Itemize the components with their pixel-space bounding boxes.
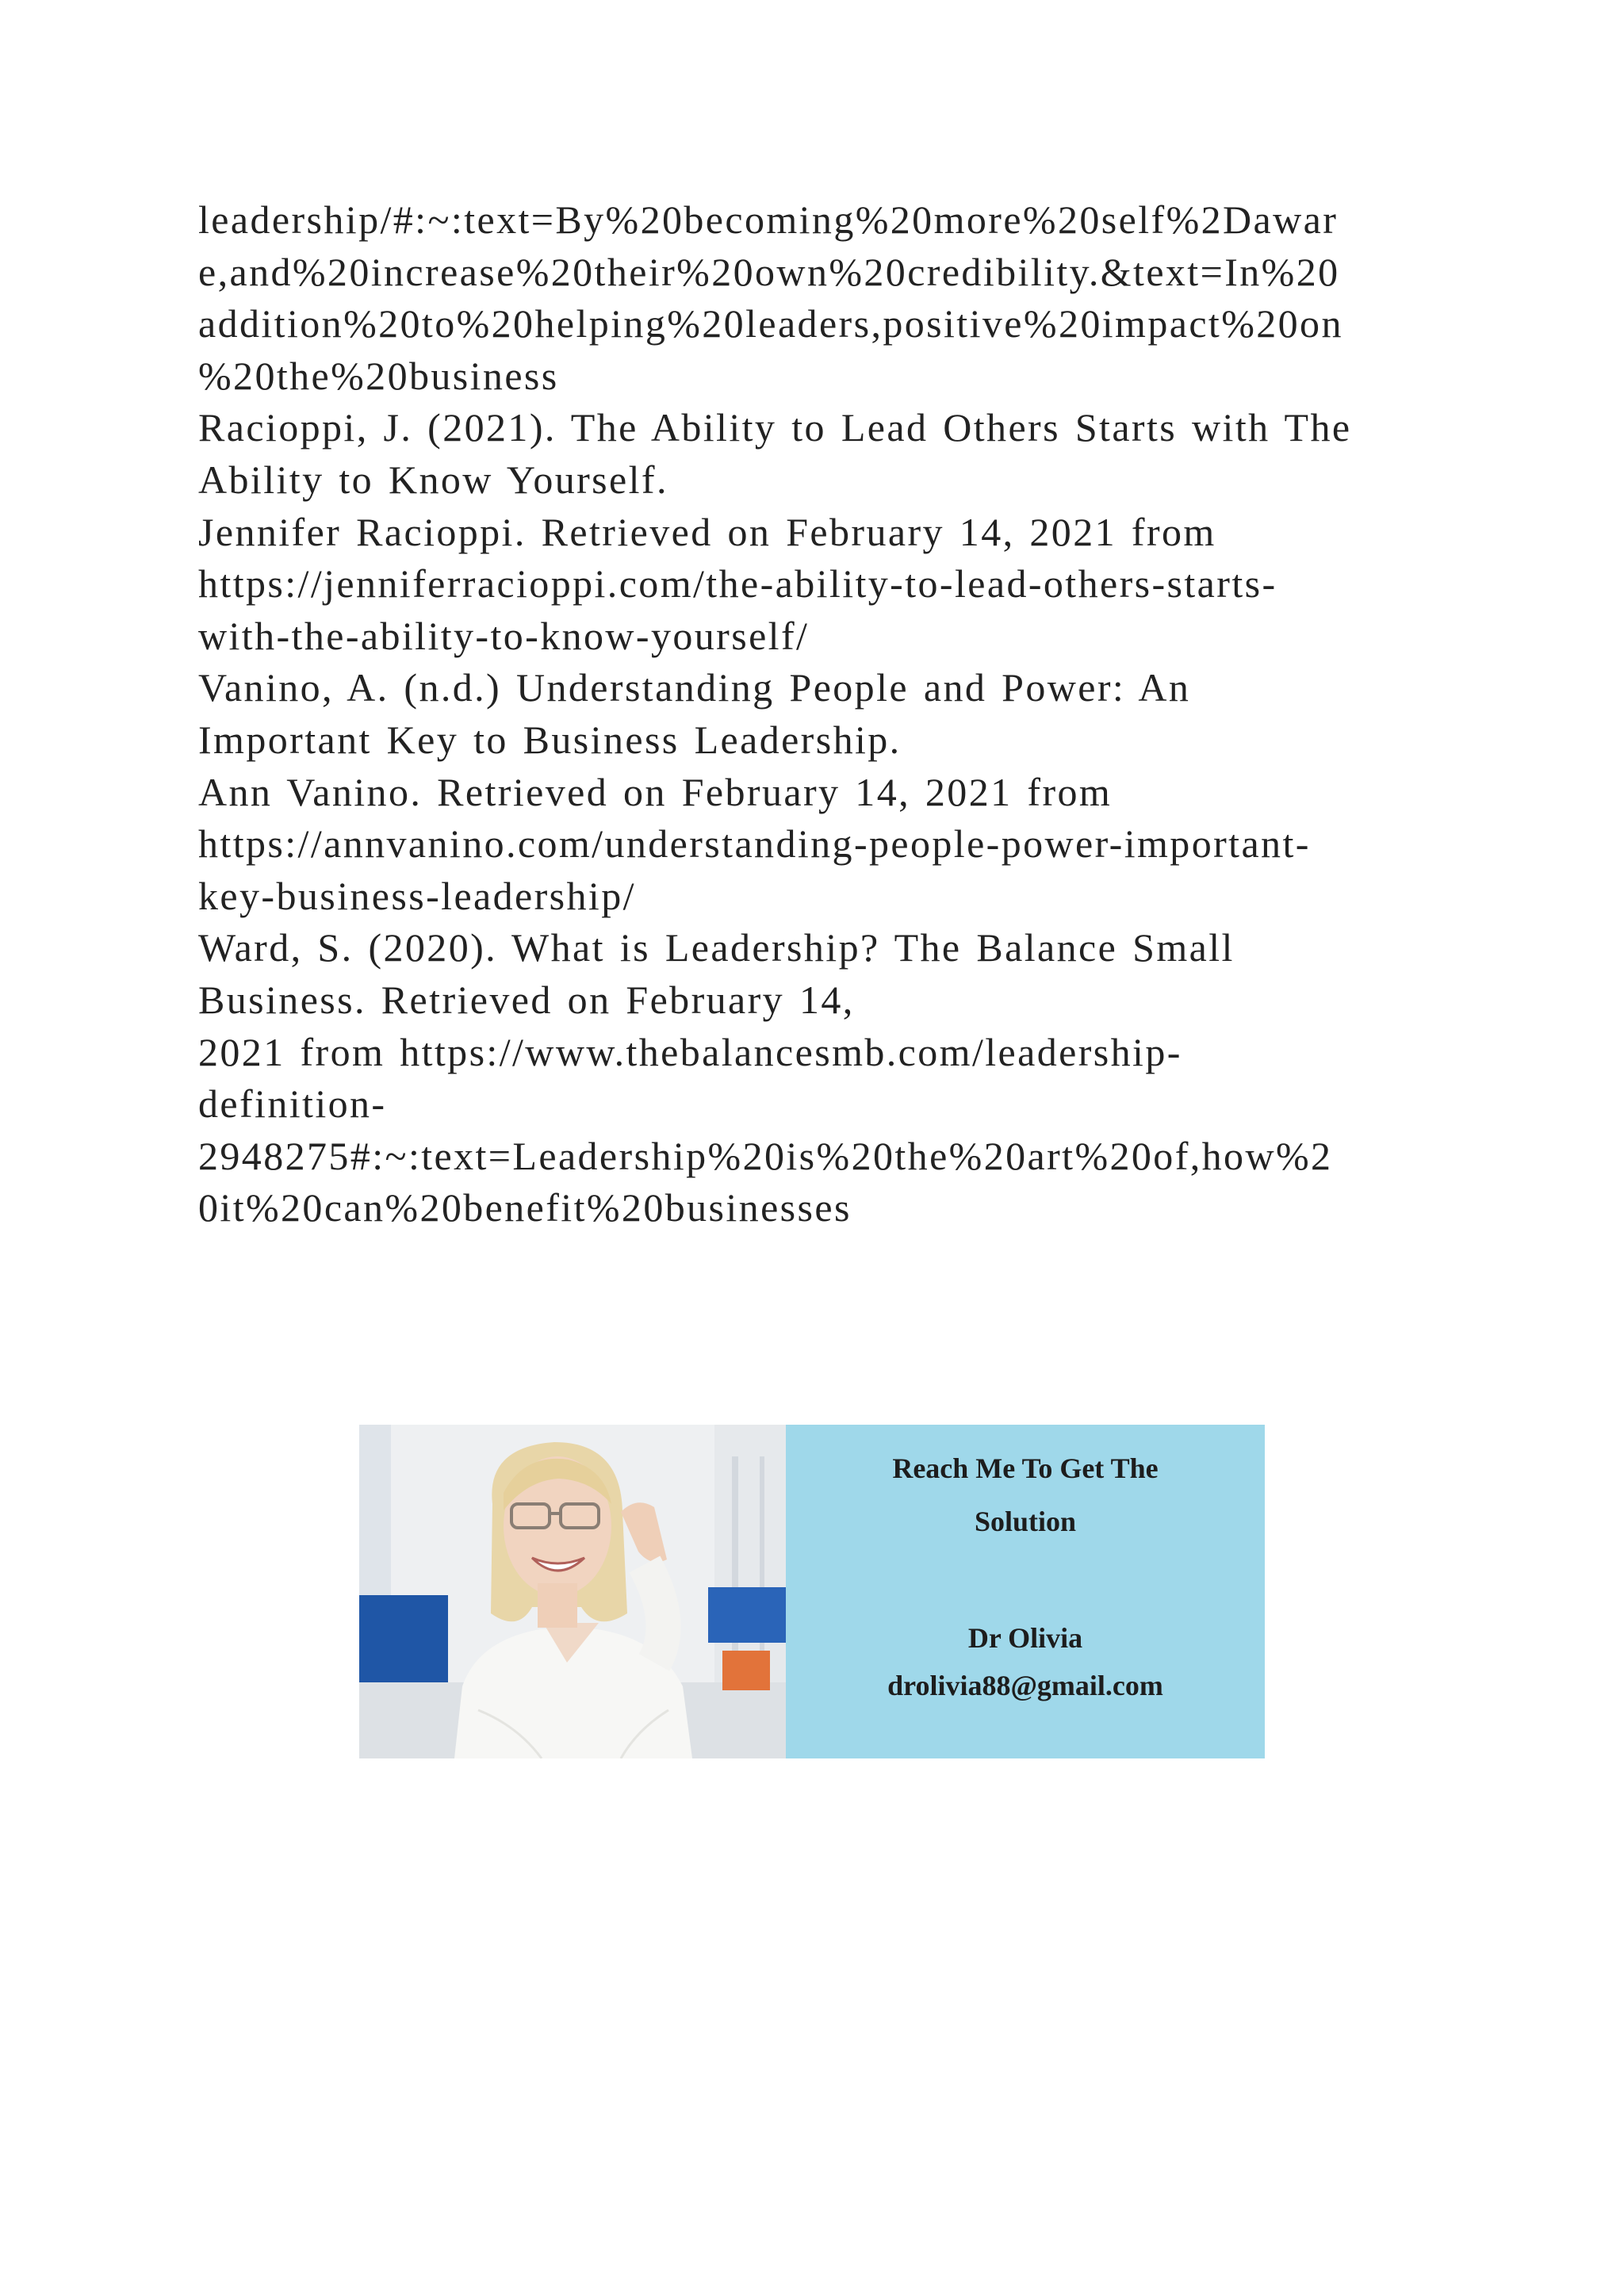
text-line: https://jenniferracioppi.com/the-ability-to-lead-others-starts- (198, 561, 1277, 607)
contact-email[interactable]: drolivia88@gmail.com (887, 1670, 1163, 1701)
text-line: Racioppi, J. (2021). The Ability to Lead Others Starts with The (198, 405, 1352, 450)
contact-panel (786, 1425, 1265, 1758)
text-line: Ann Vanino. Retrieved on February 14, 2021 from (198, 769, 1113, 814)
contact-banner (359, 1425, 1265, 1758)
text-line: 0it%20can%20benefit%20businesses (198, 1185, 852, 1230)
text-line: e,and%20increase%20their%20own%20credibility.&text=In%20 (198, 249, 1340, 294)
text-line: Ability to Know Yourself. (198, 457, 668, 502)
contact-name: Dr Olivia (967, 1622, 1083, 1654)
text-line: https://annvanino.com/understanding-people-power-important- (198, 821, 1311, 867)
text-line: Vanino, A. (n.d.) Understanding People and Power: An (198, 665, 1191, 710)
text-line: Business. Retrieved on February 14, (198, 977, 855, 1022)
portrait-photo (359, 1425, 786, 1758)
text-line: with-the-ability-to-know-yourself/ (198, 613, 810, 658)
text-line: Important Key to Business Leadership. (198, 717, 902, 762)
text-line: 2948275#:~:text=Leadership%20is%20the%20art%20of,how%2 (198, 1133, 1333, 1178)
text-line: Ward, S. (2020). What is Leadership? The Balance Small (198, 925, 1235, 970)
text-line: addition%20to%20helping%20leaders,positive%20impact%20on (198, 301, 1343, 346)
text-line: leadership/#:~:text=By%20becoming%20more%20self%2Dawar (198, 197, 1339, 242)
text-line: Jennifer Racioppi. Retrieved on February 14, 2021 from (198, 509, 1216, 554)
text-line: %20the%20business (198, 353, 559, 398)
text-line: 2021 from https://www.thebalancesmb.com/leadership- (198, 1029, 1182, 1074)
banner-heading-line1: Reach Me To Get The (892, 1452, 1159, 1484)
text-line: key-business-leadership/ (198, 873, 636, 918)
banner-heading-line2: Solution (974, 1506, 1077, 1537)
portrait-illustration (359, 1425, 786, 1758)
references-text (198, 194, 1435, 1234)
text-line: definition- (198, 1081, 387, 1127)
